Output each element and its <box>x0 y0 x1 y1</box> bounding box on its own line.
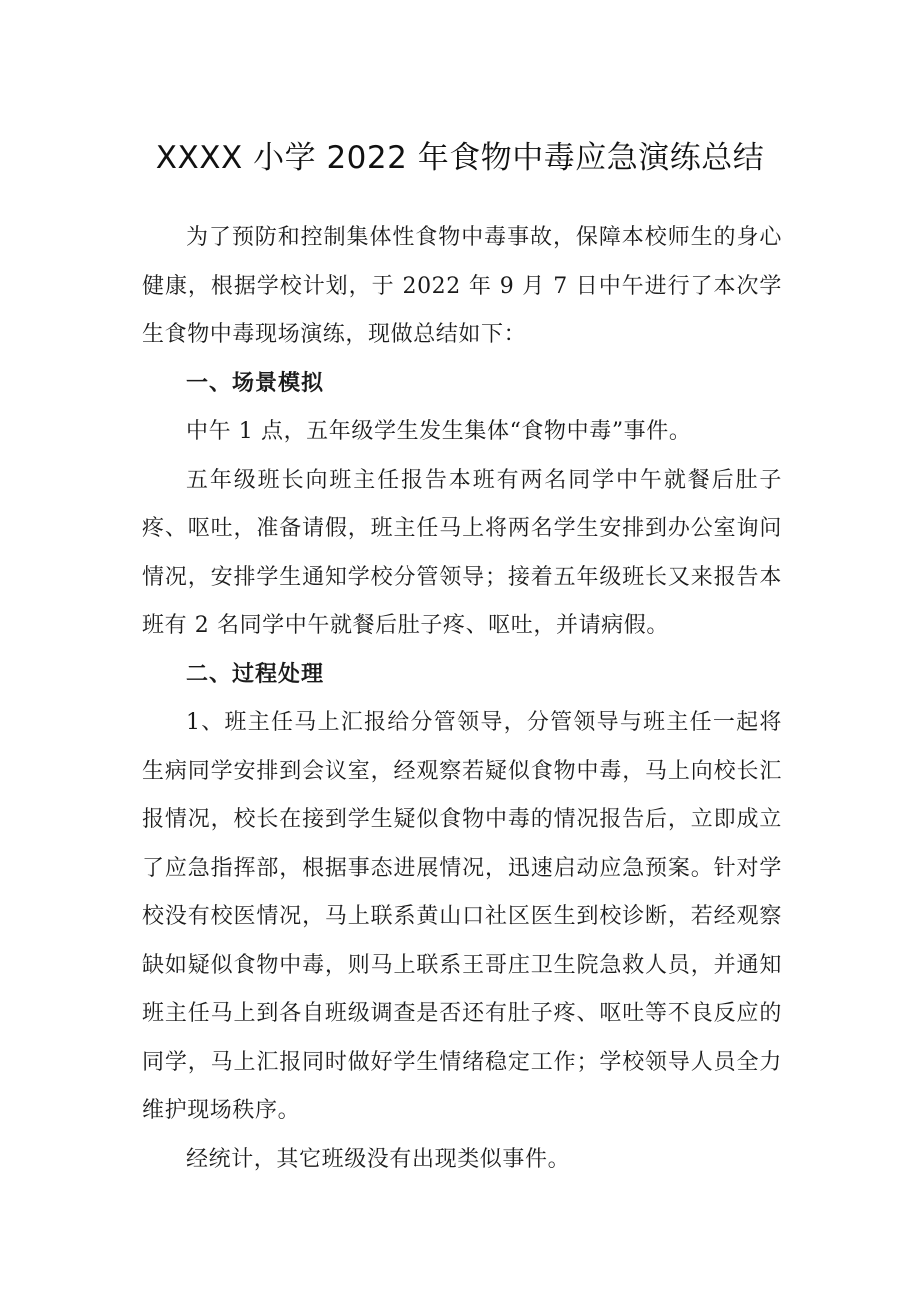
paragraph-report: 五年级班长向班主任报告本班有两名同学中午就餐后肚子疼、呕吐，准备请假，班主任马上将两名学生安排到办公室询问情况，安排学生通知学校分管领导；接着五年级班长又来报告本班有 2 名同学中午就餐后肚子疼、呕吐，并请病假。 <box>142 467 782 638</box>
document-body <box>142 214 782 1184</box>
paragraph-process-step-1: 1、班主任马上汇报给分管领导，分管领导与班主任一起将生病同学安排到会议室，经观察若疑似食物中毒，马上向校长汇报情况，校长在接到学生疑似食物中毒的情况报告后，立即成立了应急指挥部，根据事态进展情况，迅速启动应急预案。针对学校没有校医情况，马上联系黄山口社区医生到校诊断，若经观察缺如疑似食物中毒，则马上联系王哥庄卫生院急救人员，并通知班主任马上到各自班级调查是否还有肚子疼、呕吐等不良反应的同学，马上汇报同时做好学生情绪稳定工作；学校领导人员全力维护现场秩序。 <box>142 710 782 1123</box>
section-heading-scenario: 一、场景模拟 <box>186 370 325 396</box>
paragraph-event: 中午 1 点，五年级学生发生集体“食物中毒”事件。 <box>186 419 692 444</box>
document-title: XXXX 小学 2022 年食物中毒应急演练总结 <box>155 140 765 176</box>
paragraph-intro: 为了预防和控制集体性食物中毒事故，保障本校师生的身心健康，根据学校计划，于 2022 年 9 月 7 日中午进行了本次学生食物中毒现场演练，现做总结如下： <box>142 225 782 347</box>
section-heading-process: 二、过程处理 <box>186 661 325 687</box>
paragraph-statistics: 经统计，其它班级没有出现类似事件。 <box>186 1146 571 1172</box>
